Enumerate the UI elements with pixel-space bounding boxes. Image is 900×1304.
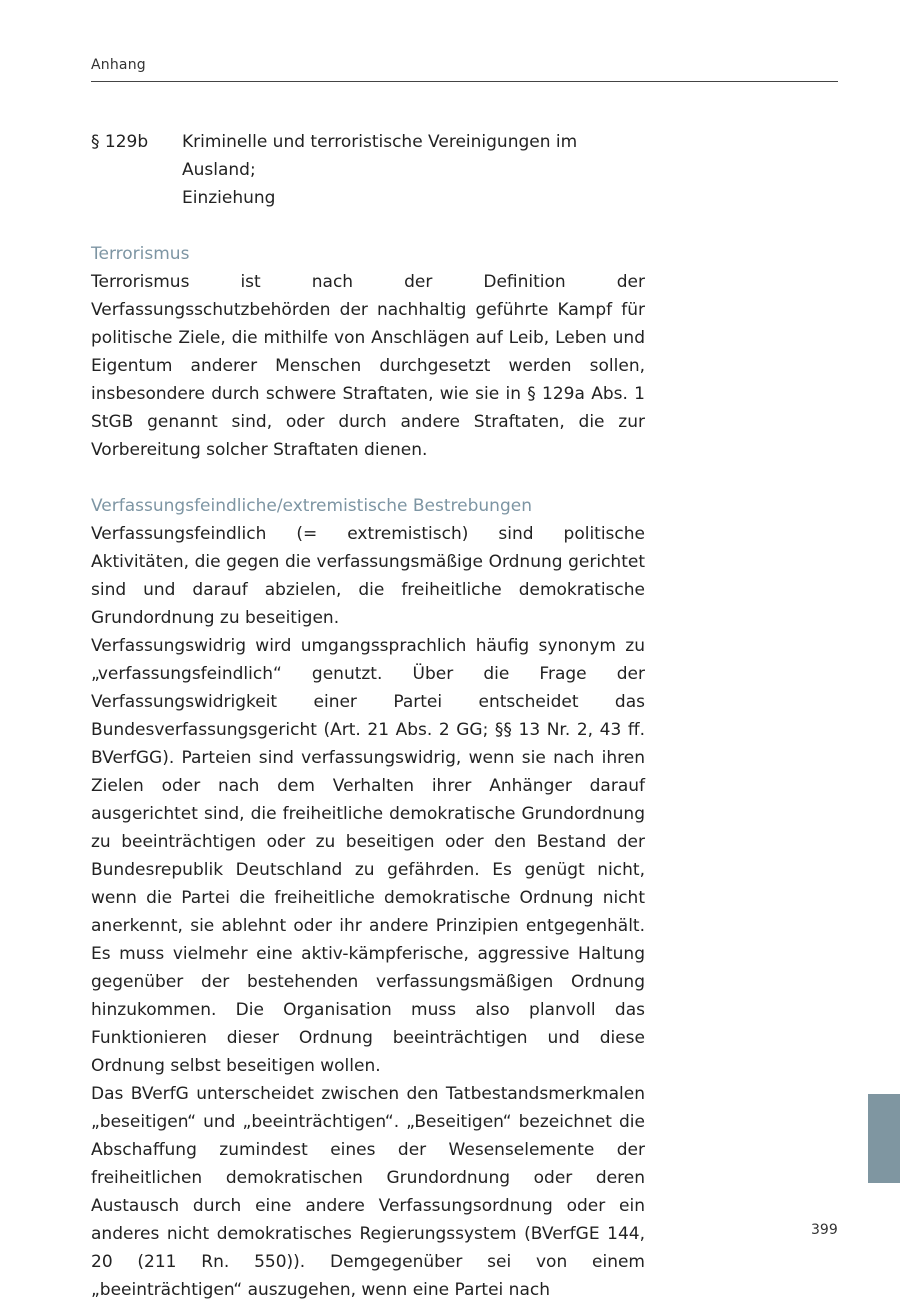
paragraph: Verfassungsfeindlich (= extremistisch) sind politische Aktivitäten, die gegen die verfassungsmäßige Ordnung gerichtet sind und darauf abzielen, die freiheitliche demokratische Grundordnung zu beseitigen. [91, 524, 645, 628]
running-header: Anhang [91, 57, 146, 73]
paragraph: Das BVerfG unterscheidet zwischen den Tatbestandsmerkmalen „beseitigen“ und „beeinträchtigen“. „Beseitigen“ bezeichnet die Abschaffung zumindest eines der Wesenselemente der freiheitlichen demokratischen Grundordnung oder deren Austausch durch eine andere Verfassungsordnung oder ein anderes nicht demokratisches Regierungssystem (BVerfGE 144, 20 (211 Rn. 550)). Demgegenüber sei von einem „beeinträchtigen“ auszugehen, wenn eine Partei nach [91, 1084, 645, 1300]
section-title-line: Einziehung [182, 188, 276, 208]
section-title-line: Kriminelle und terroristische Vereinigungen im Ausland; [182, 132, 578, 180]
subheading-terrorismus: Terrorismus [91, 244, 190, 264]
section-heading [91, 128, 645, 212]
page-content [91, 128, 645, 1304]
header-divider [91, 81, 838, 82]
chapter-tab-marker [868, 1094, 900, 1183]
section-title [182, 128, 645, 212]
page-number: 399 [811, 1222, 838, 1238]
subheading-verfassungsfeindliche-bestrebungen: Verfassungsfeindliche/extremistische Bestrebungen [91, 496, 532, 516]
paragraph: Terrorismus ist nach der Definition der Verfassungsschutzbehörden der nachhaltig geführte Kampf für politische Ziele, die mithilfe von Anschlägen auf Leib, Leben und Eigentum anderer Menschen durchgesetzt werden sollen, insbesondere durch schwere Straftaten, wie sie in § 129a Abs. 1 StGB genannt sind, oder durch andere Straftaten, die zur Vorbereitung solcher Straftaten dienen. [91, 272, 645, 460]
paragraph: Verfassungswidrig wird umgangssprachlich häufig synonym zu „verfassungsfeindlich“ genutzt. Über die Frage der Verfassungswidrigkeit einer Partei entscheidet das Bundesverfassungsgericht (Art. 21 Abs. 2 GG; §§ 13 Nr. 2, 43 ff. BVerfGG). Parteien sind verfassungswidrig, wenn sie nach ihren Zielen oder nach dem Verhalten ihrer Anhänger darauf ausgerichtet sind, die freiheitliche demokratische Grundordnung zu beeinträchtigen oder zu beseitigen oder den Bestand der Bundesrepublik Deutschland zu gefährden. Es genügt nicht, wenn die Partei die freiheitliche demokratische Ordnung nicht anerkennt, sie ablehnt oder ihr andere Prinzipien entgegenhält. Es muss vielmehr eine aktiv-kämpferische, aggressive Haltung gegenüber der bestehenden verfassungsmäßigen Ordnung hinzukommen. Die Organisation muss also planvoll das Funktionieren dieser Ordnung beeinträchtigen und diese Ordnung selbst beseitigen wollen. [91, 636, 645, 1076]
section-number: § 129b [91, 132, 149, 152]
